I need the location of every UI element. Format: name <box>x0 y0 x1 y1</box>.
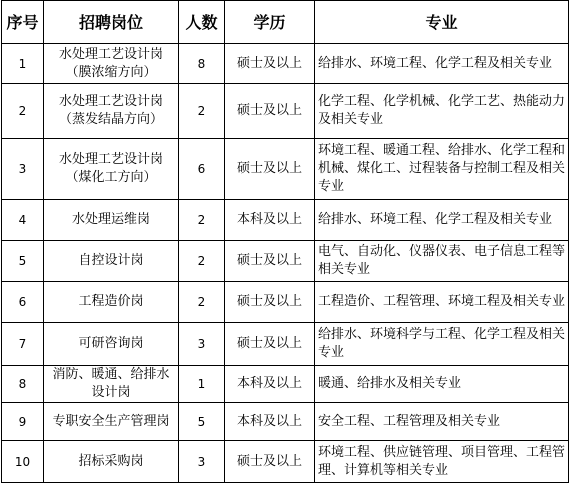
table-row <box>2 200 569 241</box>
header-count: 人数 <box>179 1 225 44</box>
table-row <box>2 403 569 441</box>
header-position: 招聘岗位 <box>44 1 179 44</box>
position: 水处理工艺设计岗（膜浓缩方向） <box>44 44 179 84</box>
table-row <box>2 44 569 84</box>
serial-number: 6 <box>2 282 44 323</box>
header-major: 专业 <box>315 1 569 44</box>
major: 安全工程、工程管理及相关专业 <box>315 403 569 441</box>
count: 2 <box>179 200 225 241</box>
position: 可研咨询岗 <box>44 323 179 366</box>
position: 工程造价岗 <box>44 282 179 323</box>
major: 工程造价、工程管理、环境工程及相关专业 <box>315 282 569 323</box>
serial-number: 4 <box>2 200 44 241</box>
count: 2 <box>179 241 225 282</box>
count: 3 <box>179 323 225 366</box>
table-row <box>2 241 569 282</box>
serial-number: 7 <box>2 323 44 366</box>
table-row <box>2 282 569 323</box>
header-education: 学历 <box>225 1 315 44</box>
major: 给排水、环境工程、化学工程及相关专业 <box>315 44 569 84</box>
count: 1 <box>179 366 225 403</box>
position: 招标采购岗 <box>44 441 179 483</box>
serial-number: 10 <box>2 441 44 483</box>
count: 8 <box>179 44 225 84</box>
serial-number: 8 <box>2 366 44 403</box>
position: 自控设计岗 <box>44 241 179 282</box>
position: 专职安全生产管理岗 <box>44 403 179 441</box>
education: 硕士及以上 <box>225 282 315 323</box>
table-row <box>2 323 569 366</box>
major: 电气、自动化、仪器仪表、电子信息工程等相关专业 <box>315 241 569 282</box>
education: 硕士及以上 <box>225 441 315 483</box>
count: 2 <box>179 84 225 139</box>
education: 硕士及以上 <box>225 84 315 139</box>
header-serial-number: 序号 <box>2 1 44 44</box>
major: 暖通、给排水及相关专业 <box>315 366 569 403</box>
education: 本科及以上 <box>225 366 315 403</box>
count: 5 <box>179 403 225 441</box>
education: 硕士及以上 <box>225 241 315 282</box>
position: 水处理运维岗 <box>44 200 179 241</box>
serial-number: 5 <box>2 241 44 282</box>
education: 硕士及以上 <box>225 323 315 366</box>
major: 环境工程、暖通工程、给排水、化学工程和机械、煤化工、过程装备与控制工程及相关专业 <box>315 139 569 200</box>
education: 本科及以上 <box>225 200 315 241</box>
position: 水处理工艺设计岗（蒸发结晶方向） <box>44 84 179 139</box>
position: 水处理工艺设计岗（煤化工方向） <box>44 139 179 200</box>
education: 硕士及以上 <box>225 139 315 200</box>
serial-number: 9 <box>2 403 44 441</box>
table-row <box>2 366 569 403</box>
count: 6 <box>179 139 225 200</box>
table-header-row <box>2 1 569 44</box>
table-row <box>2 139 569 200</box>
count: 2 <box>179 282 225 323</box>
count: 3 <box>179 441 225 483</box>
major: 环境工程、供应链管理、项目管理、工程管理、计算机等相关专业 <box>315 441 569 483</box>
education: 本科及以上 <box>225 403 315 441</box>
position: 消防、暖通、给排水设计岗 <box>44 366 179 403</box>
serial-number: 3 <box>2 139 44 200</box>
major: 化学工程、化学机械、化学工艺、热能动力及相关专业 <box>315 84 569 139</box>
education: 硕士及以上 <box>225 44 315 84</box>
major: 给排水、环境科学与工程、化学工程及相关专业 <box>315 323 569 366</box>
recruitment-table <box>1 0 569 483</box>
serial-number: 1 <box>2 44 44 84</box>
serial-number: 2 <box>2 84 44 139</box>
table-row <box>2 84 569 139</box>
table-row <box>2 441 569 483</box>
major: 给排水、环境工程、化学工程及相关专业 <box>315 200 569 241</box>
